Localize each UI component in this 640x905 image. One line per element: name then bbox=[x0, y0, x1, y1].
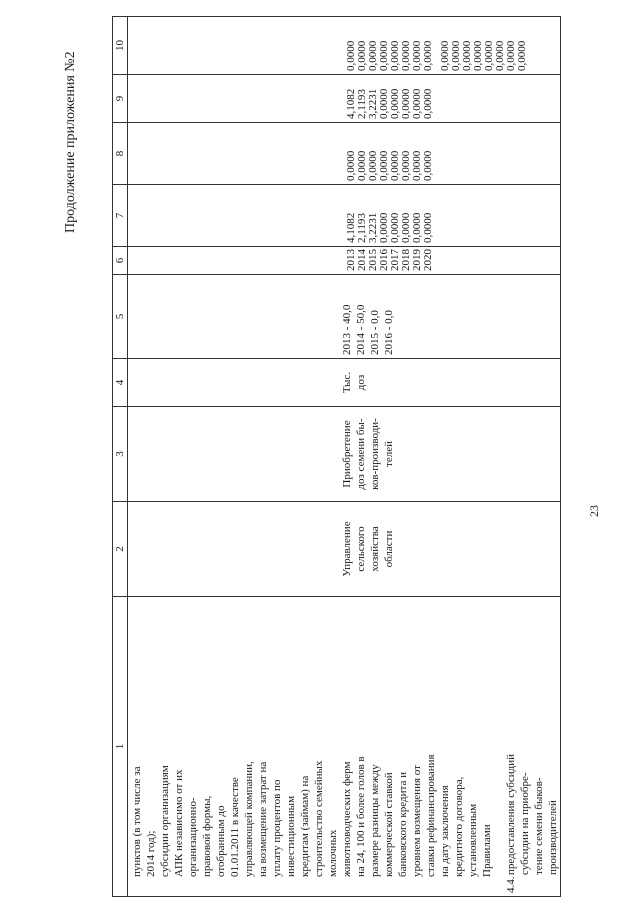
item-number: 4.4. bbox=[505, 876, 517, 893]
program-table bbox=[112, 16, 561, 897]
unit-text: Тыс. доз bbox=[341, 371, 367, 394]
table-cell-value: 0,0000 bbox=[367, 150, 379, 181]
table-cell-value: 0,0000 bbox=[389, 88, 401, 119]
table-cell-value: 0,0000 bbox=[450, 40, 462, 71]
table-cell-value: 0,0000 bbox=[516, 40, 528, 71]
table-cell-value: 0,0000 bbox=[472, 40, 484, 71]
page-number: 23 bbox=[587, 505, 601, 517]
responsible-cell bbox=[128, 502, 561, 597]
value-list-10 bbox=[340, 20, 434, 71]
table-cell-value: 4,1082 bbox=[345, 212, 357, 243]
column-number: 10 bbox=[113, 17, 128, 75]
indicator-text: Приобретение доз семени бы- ков-производи- телей bbox=[341, 418, 395, 490]
table-cell-value: 2014 bbox=[356, 249, 368, 271]
column-number: 7 bbox=[113, 185, 128, 247]
table-cell-value: 0,0000 bbox=[345, 150, 357, 181]
table-cell-value: 2,1193 bbox=[356, 89, 368, 119]
column-number: 3 bbox=[113, 407, 128, 502]
table-cell-value: 0,0000 bbox=[367, 40, 379, 71]
table-cell-value: 0,0000 bbox=[439, 40, 451, 71]
table-cell-value: 2018 bbox=[400, 249, 412, 271]
column-number-row bbox=[113, 17, 128, 897]
table-cell-value: 0,0000 bbox=[483, 40, 495, 71]
indicator-cell bbox=[128, 407, 561, 502]
table-cell-value: 0,0000 bbox=[400, 212, 412, 243]
table-cell-value: 0,0000 bbox=[422, 40, 434, 71]
table-cell-value: 3,2231 bbox=[367, 212, 379, 243]
table-cell-value: 0,0000 bbox=[389, 212, 401, 243]
value-list-8 bbox=[340, 126, 434, 181]
funding-cell bbox=[128, 275, 561, 359]
table-cell-value: 0,0000 bbox=[411, 150, 423, 181]
table-cell-value: 3,2231 bbox=[367, 88, 379, 119]
table-cell-value: 0,0000 bbox=[356, 150, 368, 181]
value-list-9 bbox=[340, 78, 434, 119]
table-cell-value: 0,0000 bbox=[400, 40, 412, 71]
table-cell-value: 0,0000 bbox=[494, 40, 506, 71]
table-cell-value: 2020 bbox=[422, 249, 434, 271]
column-number: 2 bbox=[113, 502, 128, 597]
table-cell-value: 0,0000 bbox=[389, 40, 401, 71]
table-cell-value: 0,0000 bbox=[378, 212, 390, 243]
table-cell-value: 0,0000 bbox=[400, 88, 412, 119]
table-cell-value: 2019 bbox=[411, 249, 423, 271]
unit-cell bbox=[128, 359, 561, 407]
table-cell-value: 4,1082 bbox=[345, 88, 357, 119]
value-list-7 bbox=[340, 188, 434, 243]
responsible-text: Управление сельского хозяйства области bbox=[341, 521, 395, 577]
table-cell-value: 0,0000 bbox=[505, 40, 517, 71]
table-cell-value: 0,0000 bbox=[422, 88, 434, 119]
table-cell-value: 0,0000 bbox=[400, 150, 412, 181]
table-cell-value: 0,0000 bbox=[345, 40, 357, 71]
table-cell-value: 0,0000 bbox=[389, 150, 401, 181]
table-cell-value: 0,0000 bbox=[461, 40, 473, 71]
table-row bbox=[128, 17, 561, 897]
table-cell-value: 2,1193 bbox=[356, 213, 368, 243]
measure-cell bbox=[128, 597, 561, 897]
column-number: 6 bbox=[113, 247, 128, 275]
item-title: предоставления субсидий субсидии на приобре- тение семени быков- производителей bbox=[505, 753, 559, 875]
year-list bbox=[340, 250, 434, 271]
continuation-text: пунктов (в том числе за 2014 год); субсидии организациям АПК независимо от их организационно- правовой формы, отобранным до 01.01.2011 в качестве управляющей компании, на возмещение затрат на уплату процентов по инвестиционным кредитам (займам) на строительство семейных молочных животноводческих ферм на 24, 100 и более голов в размере разницы между коммерческой ставкой банковского кредита и уровнем возмещения от ставки рефинансирования на дату заключения кредитного договора, установленным Правилами bbox=[131, 754, 493, 877]
table-cell-value: 2013 bbox=[345, 249, 357, 271]
table-cell-value: 2015 bbox=[367, 249, 379, 271]
column-number: 1 bbox=[113, 597, 128, 897]
table-cell-value: 0,0000 bbox=[411, 40, 423, 71]
funding-text: 2013 - 40,0 2014 - 50,0 2015 - 0,0 2016 - 0,0 bbox=[341, 304, 395, 355]
column-number: 9 bbox=[113, 75, 128, 123]
table-cell-value: 0,0000 bbox=[411, 88, 423, 119]
table-cell-value: 0,0000 bbox=[378, 150, 390, 181]
value-list-11 bbox=[434, 20, 528, 71]
column-number: 5 bbox=[113, 275, 128, 359]
column-number: 8 bbox=[113, 123, 128, 185]
col8-cell bbox=[128, 123, 561, 185]
appendix-title: Продолжение приложения №2 bbox=[63, 51, 78, 233]
col10-cell bbox=[128, 17, 561, 75]
table-cell-value: 0,0000 bbox=[378, 40, 390, 71]
table-cell-value: 0,0000 bbox=[378, 88, 390, 119]
table-cell-value: 0,0000 bbox=[422, 212, 434, 243]
table-cell-value: 0,0000 bbox=[411, 212, 423, 243]
table-cell-value: 2017 bbox=[389, 249, 401, 271]
column-number: 4 bbox=[113, 359, 128, 407]
table-cell-value: 2016 bbox=[378, 249, 390, 271]
table-cell-value: 0,0000 bbox=[356, 40, 368, 71]
col9-cell bbox=[128, 75, 561, 123]
years-cell bbox=[128, 247, 561, 275]
col7-cell bbox=[128, 185, 561, 247]
table-cell-value: 0,0000 bbox=[422, 150, 434, 181]
